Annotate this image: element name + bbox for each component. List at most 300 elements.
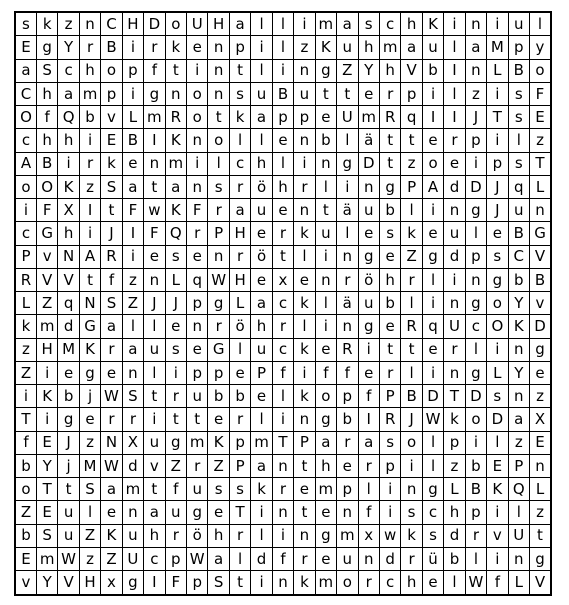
letter-cell[interactable]: e <box>251 222 272 245</box>
letter-cell[interactable]: ö <box>251 245 272 268</box>
letter-cell[interactable]: z <box>530 385 552 408</box>
letter-cell[interactable]: u <box>144 338 165 361</box>
letter-cell[interactable]: h <box>58 129 79 152</box>
letter-cell[interactable]: l <box>444 571 465 595</box>
letter-cell[interactable]: P <box>401 175 422 198</box>
letter-cell[interactable]: s <box>508 106 529 129</box>
letter-cell[interactable]: R <box>401 315 422 338</box>
letter-cell[interactable]: l <box>272 36 293 59</box>
letter-cell[interactable]: x <box>272 268 293 291</box>
letter-cell[interactable]: e <box>487 222 508 245</box>
letter-cell[interactable]: q <box>508 175 529 198</box>
letter-cell[interactable]: m <box>379 36 400 59</box>
letter-cell[interactable]: r <box>272 315 293 338</box>
letter-cell[interactable]: Z <box>79 524 100 547</box>
letter-cell[interactable]: d <box>444 245 465 268</box>
letter-cell[interactable]: l <box>508 501 529 524</box>
letter-cell[interactable]: i <box>58 152 79 175</box>
letter-cell[interactable]: h <box>251 315 272 338</box>
letter-cell[interactable]: I <box>444 59 465 82</box>
letter-cell[interactable]: k <box>401 222 422 245</box>
letter-cell[interactable]: R <box>337 338 358 361</box>
letter-cell[interactable]: e <box>187 338 208 361</box>
letter-cell[interactable]: C <box>508 245 529 268</box>
letter-cell[interactable]: m <box>315 12 336 36</box>
letter-cell[interactable]: X <box>122 431 143 454</box>
letter-cell[interactable]: J <box>401 408 422 431</box>
letter-cell[interactable]: e <box>422 129 443 152</box>
letter-cell[interactable]: J <box>487 199 508 222</box>
letter-cell[interactable]: o <box>187 106 208 129</box>
letter-cell[interactable]: h <box>444 501 465 524</box>
letter-cell[interactable]: l <box>422 268 443 291</box>
letter-cell[interactable]: u <box>315 222 336 245</box>
letter-cell[interactable]: z <box>465 82 486 105</box>
letter-cell[interactable]: o <box>530 59 552 82</box>
letter-cell[interactable]: e <box>358 361 379 384</box>
letter-cell[interactable]: n <box>530 454 552 477</box>
letter-cell[interactable]: u <box>422 36 443 59</box>
letter-cell[interactable]: L <box>487 361 508 384</box>
letter-cell[interactable]: n <box>444 292 465 315</box>
letter-cell[interactable]: n <box>144 152 165 175</box>
letter-cell[interactable]: s <box>229 478 250 501</box>
letter-cell[interactable]: l <box>337 129 358 152</box>
letter-cell[interactable]: a <box>58 82 79 105</box>
letter-cell[interactable]: u <box>508 12 529 36</box>
letter-cell[interactable]: c <box>422 501 443 524</box>
letter-cell[interactable]: u <box>358 292 379 315</box>
letter-cell[interactable]: G <box>79 315 100 338</box>
letter-cell[interactable]: n <box>465 268 486 291</box>
letter-cell[interactable]: p <box>187 571 208 595</box>
letter-cell[interactable]: i <box>444 268 465 291</box>
letter-cell[interactable]: r <box>208 199 229 222</box>
letter-cell[interactable]: r <box>101 338 122 361</box>
letter-cell[interactable]: I <box>358 408 379 431</box>
letter-cell[interactable]: K <box>165 129 186 152</box>
letter-cell[interactable]: p <box>444 431 465 454</box>
letter-cell[interactable]: a <box>15 59 36 82</box>
letter-cell[interactable]: B <box>36 152 57 175</box>
letter-cell[interactable]: T <box>229 501 250 524</box>
letter-cell[interactable]: c <box>15 222 36 245</box>
letter-cell[interactable]: e <box>229 361 250 384</box>
letter-cell[interactable]: e <box>101 361 122 384</box>
letter-cell[interactable]: C <box>15 82 36 105</box>
letter-cell[interactable]: k <box>294 571 315 595</box>
letter-cell[interactable]: e <box>315 106 336 129</box>
letter-cell[interactable]: g <box>465 199 486 222</box>
letter-cell[interactable]: g <box>315 408 336 431</box>
letter-cell[interactable]: E <box>15 36 36 59</box>
letter-cell[interactable]: B <box>272 82 293 105</box>
letter-cell[interactable]: l <box>337 222 358 245</box>
letter-cell[interactable]: P <box>508 454 529 477</box>
letter-cell[interactable]: m <box>122 478 143 501</box>
letter-cell[interactable]: a <box>229 199 250 222</box>
letter-cell[interactable]: n <box>79 12 100 36</box>
letter-cell[interactable]: b <box>465 454 486 477</box>
letter-cell[interactable]: E <box>530 106 552 129</box>
letter-cell[interactable]: k <box>165 36 186 59</box>
letter-cell[interactable]: o <box>337 571 358 595</box>
letter-cell[interactable]: v <box>15 571 36 595</box>
letter-cell[interactable]: n <box>358 175 379 198</box>
letter-cell[interactable]: L <box>530 478 552 501</box>
letter-cell[interactable]: q <box>187 268 208 291</box>
letter-cell[interactable]: z <box>15 338 36 361</box>
letter-cell[interactable]: k <box>294 222 315 245</box>
letter-cell[interactable]: L <box>508 571 529 595</box>
letter-cell[interactable]: a <box>208 547 229 570</box>
letter-cell[interactable]: T <box>444 385 465 408</box>
letter-cell[interactable]: V <box>530 245 552 268</box>
letter-cell[interactable]: n <box>208 59 229 82</box>
letter-cell[interactable]: e <box>251 268 272 291</box>
letter-cell[interactable]: ö <box>187 524 208 547</box>
letter-cell[interactable]: i <box>15 385 36 408</box>
letter-cell[interactable]: h <box>315 454 336 477</box>
letter-cell[interactable]: p <box>465 129 486 152</box>
letter-cell[interactable]: i <box>272 59 293 82</box>
letter-cell[interactable]: F <box>144 222 165 245</box>
letter-cell[interactable]: g <box>122 571 143 595</box>
letter-cell[interactable]: l <box>422 454 443 477</box>
letter-cell[interactable]: u <box>508 199 529 222</box>
letter-cell[interactable]: ö <box>251 175 272 198</box>
letter-cell[interactable]: l <box>272 385 293 408</box>
letter-cell[interactable]: h <box>379 59 400 82</box>
letter-cell[interactable]: r <box>79 36 100 59</box>
letter-cell[interactable]: i <box>401 454 422 477</box>
letter-cell[interactable]: e <box>208 408 229 431</box>
letter-cell[interactable]: z <box>401 152 422 175</box>
letter-cell[interactable]: L <box>530 175 552 198</box>
letter-cell[interactable]: G <box>36 222 57 245</box>
letter-cell[interactable]: q <box>422 315 443 338</box>
letter-cell[interactable]: f <box>101 268 122 291</box>
letter-cell[interactable]: K <box>422 12 443 36</box>
letter-cell[interactable]: V <box>58 571 79 595</box>
letter-cell[interactable]: l <box>294 245 315 268</box>
letter-cell[interactable]: t <box>401 129 422 152</box>
letter-cell[interactable]: p <box>508 36 529 59</box>
letter-cell[interactable]: o <box>15 478 36 501</box>
letter-cell[interactable]: c <box>272 338 293 361</box>
letter-cell[interactable]: n <box>187 175 208 198</box>
letter-cell[interactable]: r <box>229 245 250 268</box>
letter-cell[interactable]: z <box>122 268 143 291</box>
letter-cell[interactable]: z <box>444 454 465 477</box>
letter-cell[interactable]: g <box>187 501 208 524</box>
letter-cell[interactable]: V <box>58 268 79 291</box>
letter-cell[interactable]: i <box>294 152 315 175</box>
letter-cell[interactable]: g <box>422 478 443 501</box>
letter-cell[interactable]: e <box>187 36 208 59</box>
letter-cell[interactable]: J <box>144 292 165 315</box>
letter-cell[interactable]: k <box>229 106 250 129</box>
letter-cell[interactable]: a <box>251 454 272 477</box>
letter-cell[interactable]: O <box>487 315 508 338</box>
letter-cell[interactable]: f <box>315 361 336 384</box>
letter-cell[interactable]: b <box>379 199 400 222</box>
letter-cell[interactable]: X <box>58 199 79 222</box>
letter-cell[interactable]: i <box>337 175 358 198</box>
letter-cell[interactable]: e <box>422 338 443 361</box>
letter-cell[interactable]: y <box>530 36 552 59</box>
letter-cell[interactable]: i <box>487 338 508 361</box>
letter-cell[interactable]: u <box>58 524 79 547</box>
letter-cell[interactable]: b <box>508 268 529 291</box>
letter-cell[interactable]: L <box>229 292 250 315</box>
letter-cell[interactable]: t <box>315 82 336 105</box>
letter-cell[interactable]: W <box>101 454 122 477</box>
letter-cell[interactable]: Y <box>508 292 529 315</box>
letter-cell[interactable]: p <box>208 361 229 384</box>
letter-cell[interactable]: ä <box>337 199 358 222</box>
letter-cell[interactable]: r <box>101 408 122 431</box>
letter-cell[interactable]: g <box>79 361 100 384</box>
letter-cell[interactable]: p <box>187 292 208 315</box>
letter-cell[interactable]: l <box>251 408 272 431</box>
letter-cell[interactable]: n <box>508 547 529 570</box>
letter-cell[interactable]: S <box>36 524 57 547</box>
letter-cell[interactable]: t <box>379 338 400 361</box>
letter-cell[interactable]: n <box>187 315 208 338</box>
letter-cell[interactable]: ä <box>337 292 358 315</box>
letter-cell[interactable]: p <box>379 454 400 477</box>
letter-cell[interactable]: B <box>508 59 529 82</box>
letter-cell[interactable]: n <box>465 12 486 36</box>
letter-cell[interactable]: l <box>508 129 529 152</box>
letter-cell[interactable]: g <box>165 431 186 454</box>
letter-cell[interactable]: e <box>144 245 165 268</box>
letter-cell[interactable]: s <box>15 12 36 36</box>
letter-cell[interactable]: K <box>79 338 100 361</box>
letter-cell[interactable]: N <box>79 292 100 315</box>
letter-cell[interactable]: h <box>208 524 229 547</box>
letter-cell[interactable]: F <box>36 199 57 222</box>
letter-cell[interactable]: i <box>315 245 336 268</box>
letter-cell[interactable]: e <box>294 268 315 291</box>
letter-cell[interactable]: n <box>294 59 315 82</box>
letter-cell[interactable]: n <box>208 82 229 105</box>
letter-cell[interactable]: n <box>187 129 208 152</box>
letter-cell[interactable]: D <box>422 385 443 408</box>
letter-cell[interactable]: z <box>79 175 100 198</box>
letter-cell[interactable]: u <box>251 338 272 361</box>
letter-cell[interactable]: r <box>358 571 379 595</box>
letter-cell[interactable]: n <box>272 571 293 595</box>
letter-cell[interactable]: u <box>337 36 358 59</box>
letter-cell[interactable]: r <box>444 338 465 361</box>
letter-cell[interactable]: a <box>101 315 122 338</box>
letter-cell[interactable]: h <box>251 152 272 175</box>
letter-cell[interactable]: p <box>487 152 508 175</box>
letter-cell[interactable]: t <box>401 338 422 361</box>
letter-cell[interactable]: l <box>251 129 272 152</box>
letter-cell[interactable]: h <box>379 268 400 291</box>
letter-cell[interactable]: B <box>401 385 422 408</box>
letter-cell[interactable]: g <box>465 292 486 315</box>
letter-cell[interactable]: i <box>122 36 143 59</box>
letter-cell[interactable]: K <box>315 36 336 59</box>
letter-cell[interactable]: t <box>79 268 100 291</box>
letter-cell[interactable]: m <box>165 152 186 175</box>
letter-cell[interactable]: L <box>487 59 508 82</box>
letter-cell[interactable]: h <box>401 12 422 36</box>
letter-cell[interactable]: p <box>272 106 293 129</box>
letter-cell[interactable]: J <box>101 222 122 245</box>
letter-cell[interactable]: l <box>229 338 250 361</box>
letter-cell[interactable]: U <box>337 106 358 129</box>
letter-cell[interactable]: n <box>401 478 422 501</box>
letter-cell[interactable]: b <box>15 524 36 547</box>
letter-cell[interactable]: k <box>401 524 422 547</box>
letter-cell[interactable]: i <box>487 12 508 36</box>
letter-cell[interactable]: f <box>487 571 508 595</box>
letter-cell[interactable]: P <box>15 245 36 268</box>
letter-cell[interactable]: i <box>187 59 208 82</box>
letter-cell[interactable]: i <box>422 199 443 222</box>
letter-cell[interactable]: I <box>79 199 100 222</box>
letter-cell[interactable]: r <box>465 524 486 547</box>
letter-cell[interactable]: n <box>272 501 293 524</box>
letter-cell[interactable]: e <box>315 547 336 570</box>
letter-cell[interactable]: n <box>294 129 315 152</box>
letter-cell[interactable]: F <box>122 199 143 222</box>
letter-cell[interactable]: o <box>465 408 486 431</box>
letter-cell[interactable]: g <box>487 268 508 291</box>
letter-cell[interactable]: p <box>101 82 122 105</box>
letter-cell[interactable]: F <box>530 82 552 105</box>
letter-cell[interactable]: c <box>58 59 79 82</box>
letter-cell[interactable]: T <box>15 408 36 431</box>
letter-cell[interactable]: n <box>337 501 358 524</box>
letter-cell[interactable]: i <box>272 408 293 431</box>
letter-cell[interactable]: i <box>251 36 272 59</box>
letter-cell[interactable]: i <box>15 199 36 222</box>
letter-cell[interactable]: i <box>444 12 465 36</box>
letter-cell[interactable]: ü <box>422 547 443 570</box>
letter-cell[interactable]: i <box>144 408 165 431</box>
letter-cell[interactable]: k <box>294 338 315 361</box>
letter-cell[interactable]: e <box>530 361 552 384</box>
letter-cell[interactable]: n <box>122 501 143 524</box>
letter-cell[interactable]: e <box>165 315 186 338</box>
letter-cell[interactable]: n <box>508 385 529 408</box>
letter-cell[interactable]: h <box>144 524 165 547</box>
letter-cell[interactable]: A <box>79 245 100 268</box>
letter-cell[interactable]: s <box>508 152 529 175</box>
letter-cell[interactable]: i <box>79 129 100 152</box>
letter-cell[interactable]: b <box>315 129 336 152</box>
letter-cell[interactable]: p <box>122 59 143 82</box>
letter-cell[interactable]: P <box>229 454 250 477</box>
letter-cell[interactable]: i <box>36 361 57 384</box>
letter-cell[interactable]: l <box>444 82 465 105</box>
letter-cell[interactable]: H <box>229 222 250 245</box>
letter-cell[interactable]: k <box>294 385 315 408</box>
letter-cell[interactable]: A <box>15 152 36 175</box>
letter-cell[interactable]: t <box>379 129 400 152</box>
letter-cell[interactable]: D <box>358 152 379 175</box>
letter-cell[interactable]: k <box>101 152 122 175</box>
letter-cell[interactable]: z <box>508 431 529 454</box>
letter-cell[interactable]: a <box>251 106 272 129</box>
letter-cell[interactable]: g <box>422 245 443 268</box>
letter-cell[interactable]: l <box>401 361 422 384</box>
letter-cell[interactable]: i <box>422 361 443 384</box>
letter-cell[interactable]: r <box>144 36 165 59</box>
letter-cell[interactable]: n <box>294 199 315 222</box>
letter-cell[interactable]: b <box>337 408 358 431</box>
letter-cell[interactable]: o <box>15 175 36 198</box>
letter-cell[interactable]: t <box>530 524 552 547</box>
letter-cell[interactable]: r <box>294 547 315 570</box>
letter-cell[interactable]: b <box>229 385 250 408</box>
letter-cell[interactable]: K <box>101 524 122 547</box>
letter-cell[interactable]: b <box>79 106 100 129</box>
letter-cell[interactable]: U <box>444 315 465 338</box>
letter-cell[interactable]: r <box>401 547 422 570</box>
letter-cell[interactable]: k <box>36 12 57 36</box>
letter-cell[interactable]: p <box>401 82 422 105</box>
letter-cell[interactable]: x <box>358 524 379 547</box>
letter-cell[interactable]: t <box>229 571 250 595</box>
letter-cell[interactable]: r <box>337 431 358 454</box>
letter-cell[interactable]: z <box>79 547 100 570</box>
letter-cell[interactable]: Q <box>58 106 79 129</box>
letter-cell[interactable]: l <box>465 547 486 570</box>
letter-cell[interactable]: n <box>337 315 358 338</box>
letter-cell[interactable]: f <box>15 431 36 454</box>
letter-cell[interactable]: f <box>358 385 379 408</box>
letter-cell[interactable]: T <box>36 478 57 501</box>
letter-cell[interactable]: D <box>465 385 486 408</box>
letter-cell[interactable]: c <box>229 152 250 175</box>
letter-cell[interactable]: Z <box>165 454 186 477</box>
letter-cell[interactable]: v <box>36 245 57 268</box>
letter-cell[interactable]: o <box>422 152 443 175</box>
letter-cell[interactable]: P <box>251 361 272 384</box>
letter-cell[interactable]: l <box>79 501 100 524</box>
letter-cell[interactable]: h <box>58 222 79 245</box>
letter-cell[interactable]: o <box>315 385 336 408</box>
letter-cell[interactable]: Y <box>36 571 57 595</box>
letter-cell[interactable]: D <box>465 175 486 198</box>
letter-cell[interactable]: J <box>58 431 79 454</box>
letter-cell[interactable]: o <box>101 59 122 82</box>
letter-cell[interactable]: l <box>401 292 422 315</box>
letter-cell[interactable]: U <box>508 524 529 547</box>
letter-cell[interactable]: p <box>229 36 250 59</box>
letter-cell[interactable]: u <box>251 82 272 105</box>
letter-cell[interactable]: n <box>208 245 229 268</box>
letter-cell[interactable]: t <box>208 106 229 129</box>
letter-cell[interactable]: l <box>530 12 552 36</box>
letter-cell[interactable]: h <box>36 129 57 152</box>
letter-cell[interactable]: l <box>422 431 443 454</box>
letter-cell[interactable]: U <box>122 547 143 570</box>
letter-cell[interactable]: n <box>315 268 336 291</box>
letter-cell[interactable]: r <box>229 524 250 547</box>
letter-cell[interactable]: n <box>208 36 229 59</box>
letter-cell[interactable]: u <box>444 222 465 245</box>
letter-cell[interactable]: m <box>144 106 165 129</box>
letter-cell[interactable]: Q <box>165 222 186 245</box>
